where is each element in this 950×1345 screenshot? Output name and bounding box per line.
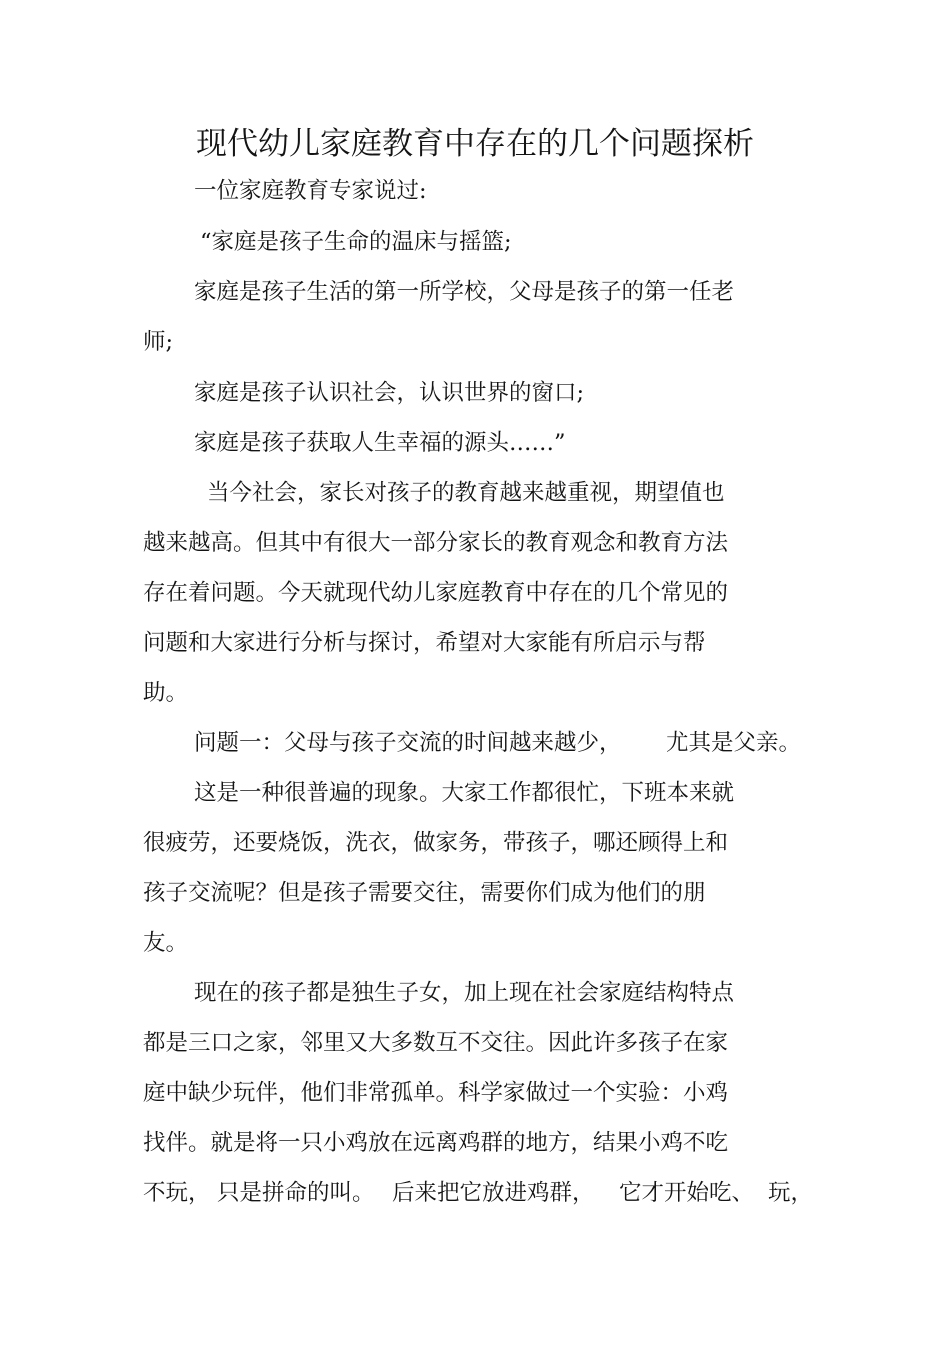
paragraph-line: 家庭是孩子认识社会，认识世界的窗口; (194, 380, 585, 406)
paragraph-line: 找伴。就是将一只小鸡放在远离鸡群的地方，结果小鸡不吃 (143, 1130, 729, 1156)
question-heading-tail: 尤其是父亲。 (666, 730, 802, 756)
paragraph-line: 孩子交流呢？但是孩子需要交往，需要你们成为他们的朋 (143, 880, 706, 906)
paragraph-line-fragment: 玩， (768, 1180, 814, 1206)
paragraph-line: 现在的孩子都是独生子女，加上现在社会家庭结构特点 (194, 980, 735, 1006)
paragraph-line-fragment: 只是拼命的叫。 (217, 1180, 375, 1206)
paragraph-line: 一位家庭教育专家说过: (194, 178, 427, 204)
paragraph-line: 师; (143, 329, 174, 355)
paragraph-line: 都是三口之家，邻里又大多数互不交往。因此许多孩子在家 (143, 1030, 729, 1056)
paragraph-line: 家庭是孩子获取人生幸福的源头……” (194, 430, 566, 456)
document-title: 现代幼儿家庭教育中存在的几个问题探析 (196, 126, 754, 162)
paragraph-line: 很疲劳，还要烧饭，洗衣，做家务，带孩子，哪还顾得上和 (143, 830, 729, 856)
paragraph-line: 庭中缺少玩伴，他们非常孤单。科学家做过一个实验：小鸡 (143, 1080, 729, 1106)
paragraph-line: 友。 (143, 930, 189, 956)
paragraph-line: 越来越高。但其中有很大一部分家长的教育观念和教育方法 (143, 530, 729, 556)
question-heading: 问题一：父母与孩子交流的时间越来越少， (194, 730, 622, 756)
paragraph-line: 问题和大家进行分析与探讨，希望对大家能有所启示与帮 (143, 630, 706, 656)
paragraph-line: 家庭是孩子生活的第一所学校，父母是孩子的第一任老 (194, 279, 735, 305)
paragraph-line: 助。 (143, 680, 189, 706)
paragraph-line-fragment: 它才开始吃、 (619, 1180, 755, 1206)
paragraph-line: 当今社会，家长对孩子的教育越来越重视，期望值也 (207, 480, 725, 506)
paragraph-line: 这是一种很普遍的现象。大家工作都很忙，下班本来就 (194, 780, 735, 806)
paragraph-line: “家庭是孩子生命的温床与摇篮; (200, 229, 512, 255)
paragraph-line-fragment: 后来把它放进鸡群， (392, 1180, 595, 1206)
paragraph-line-fragment: 不玩， (143, 1180, 211, 1206)
paragraph-line: 存在着问题。今天就现代幼儿家庭教育中存在的几个常见的 (143, 580, 729, 606)
